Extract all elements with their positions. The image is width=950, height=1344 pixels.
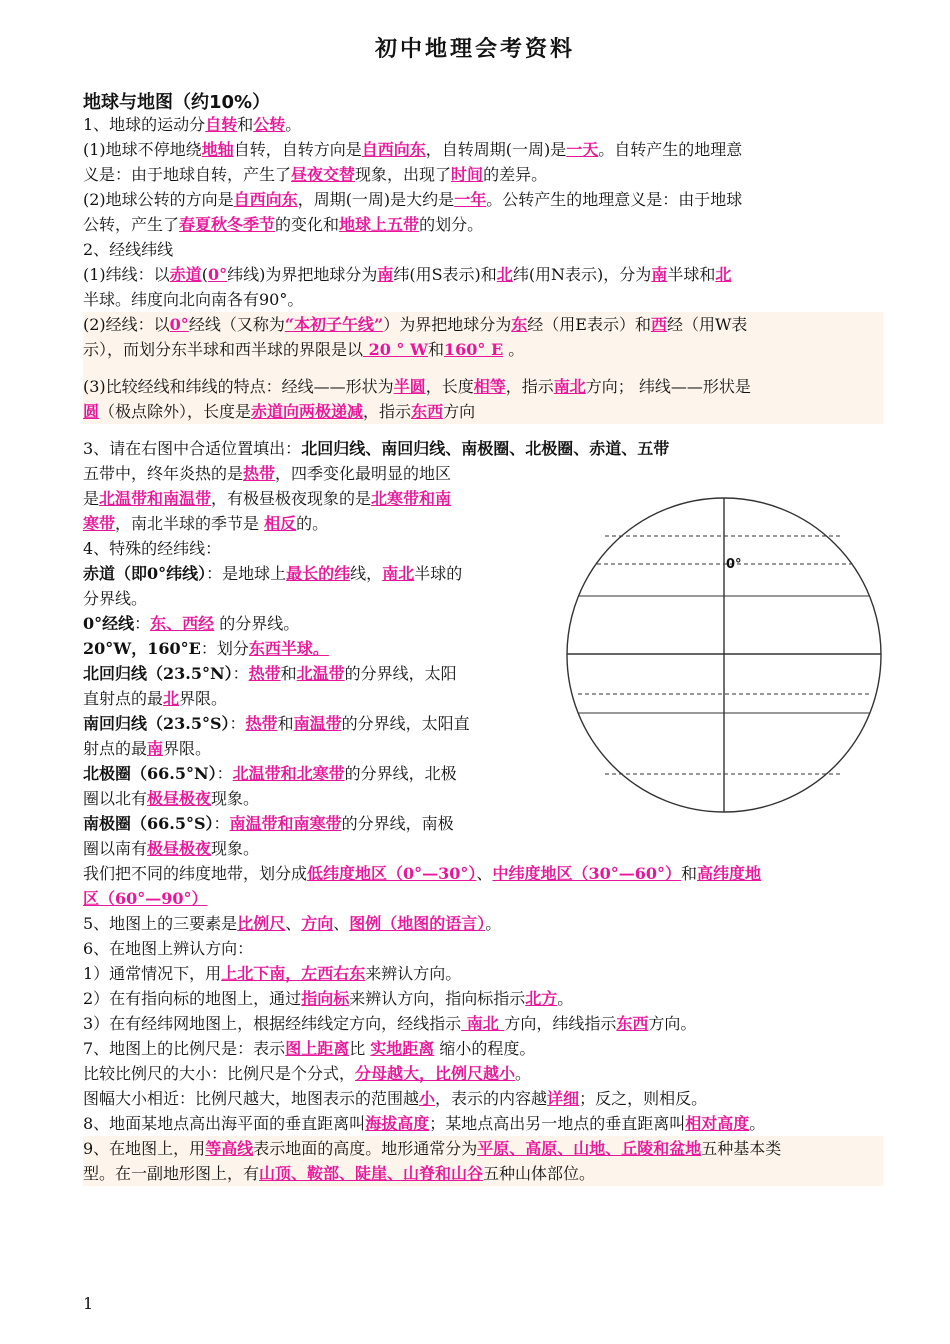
page-number: 1 xyxy=(83,1294,94,1313)
highlighted-answer: 相对高度 xyxy=(685,1114,750,1133)
highlighted-answer: 东西半球。 xyxy=(248,639,329,658)
text-segment: 纬线)为界把地球分为 xyxy=(227,265,378,284)
text-segment: (2)经线：以 xyxy=(83,315,170,334)
text-line xyxy=(83,511,531,536)
text-segment: 是 xyxy=(83,489,100,508)
text-line xyxy=(83,936,883,961)
left-column xyxy=(83,461,531,861)
text-line xyxy=(83,162,883,187)
highlighted-answer: 东、西经 xyxy=(150,614,215,633)
highlighted-answer: 赤道 xyxy=(169,265,202,284)
highlighted-answer: 西 xyxy=(650,315,667,334)
shaded-block-landforms xyxy=(83,1136,883,1186)
text-segment: 表示地面的高度。地形通常分为 xyxy=(253,1139,478,1158)
text-segment: 5、地图上的三要素是 xyxy=(83,914,238,933)
text-line xyxy=(83,436,883,461)
text-segment: ( xyxy=(201,265,208,284)
text-segment: (1)纬线：以 xyxy=(83,265,170,284)
text-line xyxy=(83,861,883,886)
highlighted-answer: 0° xyxy=(169,315,189,334)
text-segment: 方向。 xyxy=(648,1014,697,1033)
text-segment: 圈以南有 xyxy=(83,839,148,858)
text-line xyxy=(83,586,531,611)
text-line xyxy=(83,137,883,162)
highlighted-answer: 春夏秋冬季节 xyxy=(179,215,276,234)
text-segment: 示），而划分东半球和西半球的界限是以 xyxy=(83,340,364,359)
highlighted-answer: 极昼极夜 xyxy=(147,839,212,858)
text-segment: 和 xyxy=(680,864,697,883)
highlighted-answer: 低纬度地区（0°—30°） xyxy=(307,864,477,883)
text-segment: ：是地球上 xyxy=(206,564,287,583)
text-line xyxy=(83,1036,883,1061)
bold-term: 南回归线（23.5°S） xyxy=(83,714,230,733)
text-segment: 型。在一副地形图上，有 xyxy=(83,1164,260,1183)
text-line xyxy=(83,1011,883,1036)
text-segment: 和 xyxy=(277,714,294,733)
text-segment: 五种基本类 xyxy=(701,1139,782,1158)
highlighted-answer: 160° E xyxy=(443,340,504,359)
text-line xyxy=(83,461,531,486)
text-segment: (1)地球不停地绕 xyxy=(83,140,202,159)
highlighted-answer: 公转 xyxy=(253,115,286,134)
highlighted-answer: 海拔高度 xyxy=(365,1114,430,1133)
text-segment: 义是：由于地球自转，产生了 xyxy=(83,165,292,184)
highlighted-answer: 小 xyxy=(419,1089,436,1108)
text-segment: ： xyxy=(216,764,233,783)
shaded-block-meridians xyxy=(83,312,883,424)
highlighted-answer: 南 xyxy=(147,739,164,758)
highlighted-answer: 南 xyxy=(651,265,668,284)
text-segment: 公转，产生了 xyxy=(83,215,180,234)
text-line xyxy=(83,337,883,362)
highlighted-answer: 分母越大，比例尺越小 xyxy=(355,1064,516,1083)
text-line xyxy=(83,961,883,986)
text-segment: ：划分 xyxy=(200,639,249,658)
text-segment: 的差异。 xyxy=(483,165,548,184)
highlighted-answer: 东 xyxy=(511,315,528,334)
highlighted-answer: 地轴 xyxy=(201,140,234,159)
text-line xyxy=(83,986,883,1011)
highlighted-answer: 自转 xyxy=(205,115,238,134)
text-segment: 。 xyxy=(503,340,525,359)
text-segment: 。 xyxy=(515,1064,532,1083)
text-segment: 。公转产生的地理意义是：由于地球 xyxy=(486,190,743,209)
text-segment: 界限。 xyxy=(163,739,212,758)
highlighted-answer: 寒带 xyxy=(83,514,116,533)
highlighted-answer: 东西 xyxy=(616,1014,649,1033)
text-line xyxy=(83,611,531,636)
text-segment: 6、在地图上辨认方向： xyxy=(83,939,254,958)
highlighted-answer: 北 xyxy=(715,265,732,284)
bold-term: 南极圈（66.5°S） xyxy=(83,814,214,833)
highlighted-answer: 图例（地图的语言） xyxy=(349,914,486,933)
text-segment: 。 xyxy=(557,989,574,1008)
text-line xyxy=(83,1136,883,1161)
text-segment: 3）在有经纬网地图上，根据经纬线定方向，经线指示 xyxy=(83,1014,462,1033)
highlighted-answer: 20 ° W xyxy=(363,340,428,359)
highlighted-answer: 相反 xyxy=(264,514,297,533)
text-segment: 8、地面某地点高出海平面的垂直距离叫 xyxy=(83,1114,366,1133)
highlighted-answer: 南北 xyxy=(382,564,415,583)
text-segment: ，长度 xyxy=(425,377,474,396)
highlighted-answer: 时间 xyxy=(451,165,484,184)
highlighted-answer: 自西向东 xyxy=(361,140,426,159)
text-segment: 分界线。 xyxy=(83,589,148,608)
highlighted-answer: 北温带和南温带 xyxy=(99,489,212,508)
text-line xyxy=(83,486,531,511)
highlighted-answer: 等高线 xyxy=(205,1139,254,1158)
highlighted-answer: “本初子午线” xyxy=(284,315,384,334)
text-segment: 2、经线纬线 xyxy=(83,240,174,259)
text-segment: 半球和 xyxy=(667,265,716,284)
highlighted-answer: 热带 xyxy=(245,714,278,733)
text-line xyxy=(83,911,883,936)
highlighted-answer: 指向标 xyxy=(301,989,350,1008)
text-line xyxy=(83,711,531,736)
highlighted-answer: 自西向东 xyxy=(233,190,298,209)
text-segment: ，南北半球的季节是 xyxy=(115,514,265,533)
highlighted-answer: 南温带和南寒带 xyxy=(229,814,342,833)
text-segment: 方向，纬线指示 xyxy=(504,1014,617,1033)
text-line xyxy=(83,312,883,337)
text-line xyxy=(83,736,531,761)
highlighted-answer: 北方 xyxy=(525,989,558,1008)
text-segment: ）为界把地球分为 xyxy=(383,315,512,334)
text-segment: 经（用W表 xyxy=(666,315,748,334)
text-line xyxy=(83,836,531,861)
text-line xyxy=(83,811,531,836)
text-segment: 、 xyxy=(285,914,302,933)
text-segment: 7、地图上的比例尺是：表示 xyxy=(83,1039,286,1058)
text-segment: 来辨认方向。 xyxy=(365,964,462,983)
text-line xyxy=(83,187,883,212)
text-segment: 4、特殊的经纬线： xyxy=(83,539,222,558)
text-segment: 的分界线，南极 xyxy=(341,814,454,833)
highlighted-answer: 南 xyxy=(377,265,394,284)
highlighted-answer: 北温带 xyxy=(296,664,345,683)
text-line xyxy=(83,112,883,137)
text-segment: 1）通常情况下，用 xyxy=(83,964,222,983)
highlighted-answer: 最长的纬 xyxy=(286,564,351,583)
text-segment: 现象。 xyxy=(211,839,260,858)
text-segment: 经（用E表示）和 xyxy=(527,315,651,334)
text-segment: 圈以北有 xyxy=(83,789,148,808)
highlighted-answer: 相等 xyxy=(473,377,506,396)
highlighted-answer: 北 xyxy=(496,265,513,284)
text-segment: ；某地点高出另一地点的垂直距离叫 xyxy=(429,1114,686,1133)
bold-term: 北回归线（23.5°N） xyxy=(83,664,233,683)
highlighted-answer: 区（60°—90°） xyxy=(83,889,208,908)
text-segment: ： xyxy=(213,814,230,833)
highlighted-answer: 北寒带和南 xyxy=(371,489,452,508)
highlighted-answer: 0° xyxy=(207,265,228,284)
text-segment: 的分界线，太阳 xyxy=(344,664,457,683)
text-line xyxy=(83,1061,883,1086)
text-segment: 2）在有指向标的地图上，通过 xyxy=(83,989,302,1008)
text-line xyxy=(83,686,531,711)
text-segment: ；反之，则相反。 xyxy=(579,1089,708,1108)
text-segment: 五带中，终年炎热的是 xyxy=(83,464,244,483)
text-segment: 的划分。 xyxy=(419,215,484,234)
highlighted-answer: 北 xyxy=(163,689,180,708)
highlighted-answer: 详细 xyxy=(547,1089,580,1108)
text-line xyxy=(83,561,531,586)
text-line xyxy=(83,536,531,561)
text-segment: 、 xyxy=(333,914,350,933)
text-segment: 半球。纬度向北向南各有90°。 xyxy=(83,290,304,309)
text-segment: ，周期(一周)是大约是 xyxy=(297,190,455,209)
text-segment: 的分界线，北极 xyxy=(344,764,457,783)
text-segment: 经线（又称为 xyxy=(188,315,285,334)
text-segment: 方向； 纬线——形状是 xyxy=(585,377,751,396)
text-line xyxy=(83,262,883,287)
text-line xyxy=(83,237,883,262)
highlighted-answer: 方向 xyxy=(301,914,334,933)
text-segment: 和 xyxy=(280,664,297,683)
text-segment: 我们把不同的纬度地带，划分成 xyxy=(83,864,308,883)
document-title: 初中地理会考资料 xyxy=(374,36,575,62)
bold-term: 北回归线、南回归线、南极圈、北极圈、赤道、五带 xyxy=(301,439,670,458)
text-segment: 现象，出现了 xyxy=(355,165,452,184)
text-segment: ： xyxy=(134,614,151,633)
text-segment: 自转，自转方向是 xyxy=(233,140,362,159)
text-segment: 纬(用N表示)，分为 xyxy=(512,265,652,284)
text-segment: 射点的最 xyxy=(83,739,148,758)
text-segment: 比较比例尺的大小：比例尺是个分式， xyxy=(83,1064,356,1083)
highlighted-answer: 比例尺 xyxy=(237,914,286,933)
text-segment: 的变化和 xyxy=(275,215,340,234)
highlighted-answer: 热带 xyxy=(243,464,276,483)
highlighted-answer: 东西 xyxy=(411,402,444,421)
text-segment: ，表示的内容越 xyxy=(435,1089,548,1108)
text-segment: 半球的 xyxy=(414,564,463,583)
highlighted-answer: 南北 xyxy=(553,377,586,396)
text-line xyxy=(83,786,531,811)
text-segment: 缩小的程度。 xyxy=(434,1039,536,1058)
text-segment: 。 xyxy=(285,115,302,134)
bold-term: 20°W，160°E xyxy=(83,639,201,658)
highlighted-answer: 南温带 xyxy=(293,714,342,733)
text-line xyxy=(83,636,531,661)
text-segment: 和 xyxy=(237,115,254,134)
text-segment: 来辨认方向，指向标指示 xyxy=(349,989,526,1008)
text-segment: ： xyxy=(232,664,249,683)
text-line xyxy=(83,399,883,424)
highlighted-answer: 半圆 xyxy=(393,377,426,396)
highlighted-answer: 山顶、鞍部、陡崖、山脊和山谷 xyxy=(259,1164,484,1183)
text-line xyxy=(83,212,883,237)
highlighted-answer: 圆 xyxy=(83,402,100,421)
text-segment: ，自转周期(一周)是 xyxy=(425,140,567,159)
bold-term: 赤道（即0°纬线） xyxy=(83,564,207,583)
text-segment: 线， xyxy=(350,564,383,583)
text-line xyxy=(83,287,883,312)
highlighted-answer: 图上距离 xyxy=(285,1039,350,1058)
meridian-label: 0° xyxy=(726,557,742,572)
text-segment: 。自转产生的地理意 xyxy=(598,140,743,159)
text-segment: （极点除外），长度是 xyxy=(99,402,252,421)
text-segment: ，有极昼极夜现象的是 xyxy=(211,489,372,508)
highlighted-answer: 极昼极夜 xyxy=(147,789,212,808)
highlighted-answer: 昼夜交替 xyxy=(291,165,356,184)
highlighted-answer: 北温带和北寒带 xyxy=(232,764,345,783)
text-segment: 图幅大小相近：比例尺越大，地图表示的范围越 xyxy=(83,1089,420,1108)
text-line xyxy=(83,1086,883,1111)
text-segment: 的分界线。 xyxy=(214,614,300,633)
text-segment: 、 xyxy=(476,864,493,883)
text-line xyxy=(83,1161,883,1186)
highlighted-answer: 热带 xyxy=(248,664,281,683)
highlighted-answer: 一年 xyxy=(454,190,487,209)
text-line xyxy=(83,761,531,786)
bold-term: 0°经线 xyxy=(83,614,135,633)
text-segment: 1、地球的运动分 xyxy=(83,115,206,134)
bold-term: 北极圈（66.5°N） xyxy=(83,764,217,783)
highlighted-answer: 实地距离 xyxy=(370,1039,435,1058)
highlighted-answer: 赤道向两极递减 xyxy=(251,402,364,421)
text-segment: 五种山体部位。 xyxy=(483,1164,596,1183)
section-heading: 地球与地图（约10%） xyxy=(83,92,271,113)
text-segment: 界限。 xyxy=(179,689,228,708)
highlighted-answer: 平原、高原、山地、丘陵和盆地 xyxy=(477,1139,702,1158)
text-line xyxy=(83,886,883,911)
highlighted-answer: 地球上五带 xyxy=(339,215,420,234)
text-line xyxy=(83,1111,883,1136)
text-segment: 的分界线，太阳直 xyxy=(341,714,470,733)
text-segment: ，四季变化最明显的地区 xyxy=(275,464,452,483)
text-segment: 9、在地图上，用 xyxy=(83,1139,206,1158)
text-segment: ，指示 xyxy=(505,377,554,396)
text-segment: 直射点的最 xyxy=(83,689,164,708)
highlighted-answer: 一天 xyxy=(566,140,599,159)
text-segment: 。 xyxy=(749,1114,766,1133)
highlighted-answer: 上北下南，左西右东 xyxy=(221,964,366,983)
highlighted-answer: 高纬度地 xyxy=(697,864,762,883)
text-segment: 现象。 xyxy=(211,789,260,808)
text-line xyxy=(83,661,531,686)
globe-diagram xyxy=(565,496,883,814)
text-segment: 和 xyxy=(427,340,444,359)
text-segment: (3)比较经线和纬线的特点：经线——形状为 xyxy=(83,377,394,396)
text-segment: ，指示 xyxy=(363,402,412,421)
text-line xyxy=(83,374,883,399)
text-segment: 3、请在右图中合适位置填出： xyxy=(83,439,302,458)
text-segment: 的。 xyxy=(296,514,329,533)
text-segment: 方向 xyxy=(443,402,476,421)
text-segment: 纬(用S表示)和 xyxy=(393,265,497,284)
highlighted-answer: 中纬度地区（30°—60°） xyxy=(492,864,681,883)
highlighted-answer: 南北 xyxy=(461,1014,505,1033)
text-segment: 。 xyxy=(485,914,502,933)
text-segment: ： xyxy=(229,714,246,733)
text-segment: 比 xyxy=(349,1039,371,1058)
text-segment: (2)地球公转的方向是 xyxy=(83,190,234,209)
